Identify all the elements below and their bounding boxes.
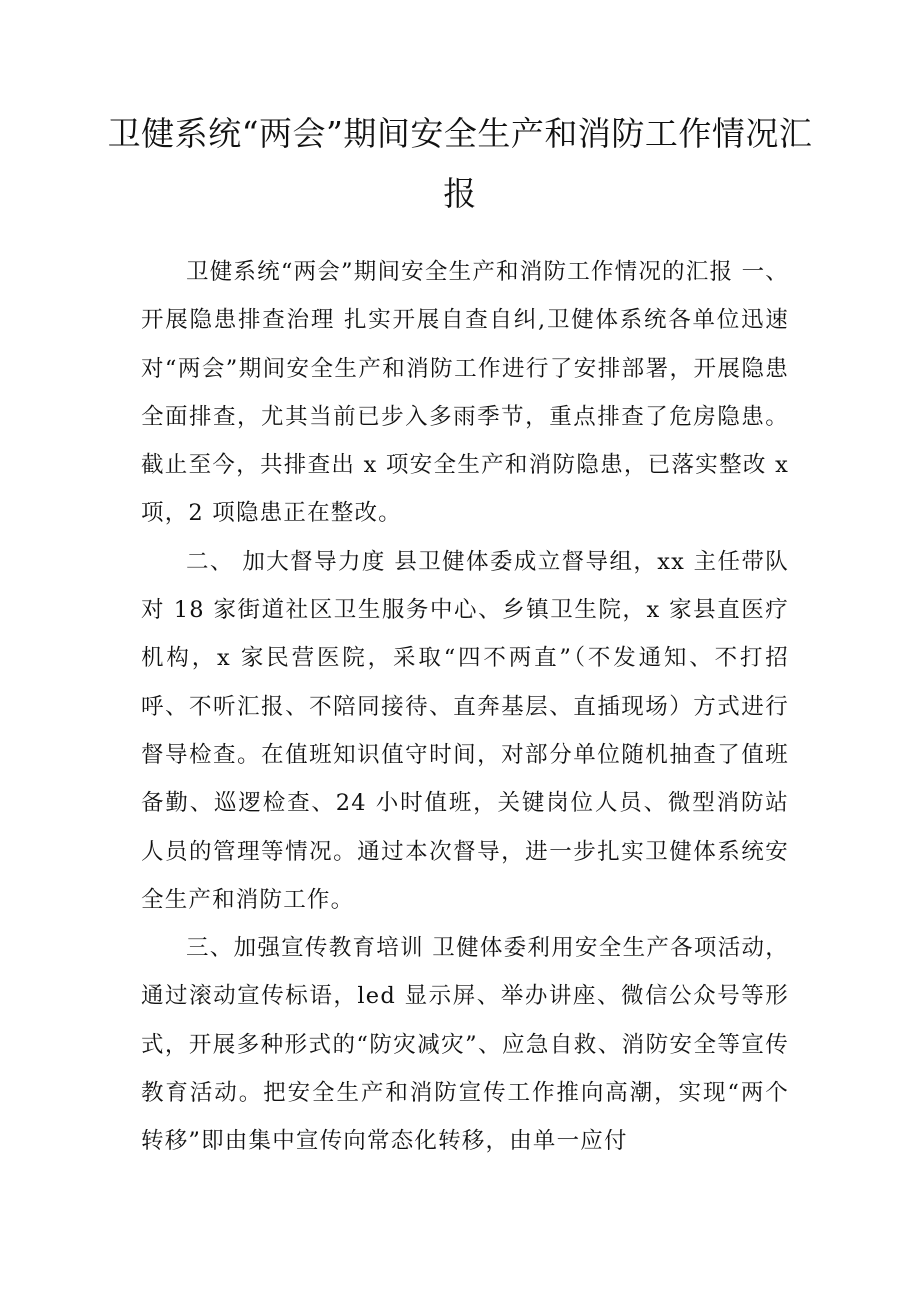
document-body — [141, 248, 789, 1166]
paragraph-3: 三、加强宣传教育培训 卫健体委利用安全生产各项活动，通过滚动宣传标语，led 显示屏、举办讲座、微信公众号等形式，开展多种形式的“防灾减灾”、应急自救、消防安全等宣传教育活动。把安全生产和消防宣传工作推向高潮，实现“两个转移”即由集中宣传向常态化转移，由单一应付 — [141, 935, 789, 1155]
document-title: 卫健系统“两会”期间安全生产和消防工作情况汇报 — [107, 114, 813, 213]
paragraph-2: 二、 加大督导力度 县卫健体委成立督导组，xx 主任带队对 18 家街道社区卫生服务中心、乡镇卫生院，x 家县直医疗机构，x 家民营医院，采取“四不两直”（不发通知、不打招呼、不听汇报、不陪同接待、直奔基层、直插现场）方式进行督导检查。在值班知识值守时间，对部分单位随机抽查了值班备勤、巡逻检查、24 小时值班，关键岗位人员、微型消防站人员的管理等情况。通过本次督导，进一步扎实卫健体系统安全生产和消防工作。 — [141, 548, 789, 913]
paragraph-1: 卫健系统“两会”期间安全生产和消防工作情况的汇报 一、开展隐患排查治理 扎实开展自查自纠,卫健体系统各单位迅速对“两会”期间安全生产和消防工作进行了安排部署，开展隐患全面排查，尤其当前已步入多雨季节，重点排查了危房隐患。截止至今，共排查出 x 项安全生产和消防隐患，已落实整改 x 项，2 项隐患正在整改。 — [141, 259, 789, 527]
